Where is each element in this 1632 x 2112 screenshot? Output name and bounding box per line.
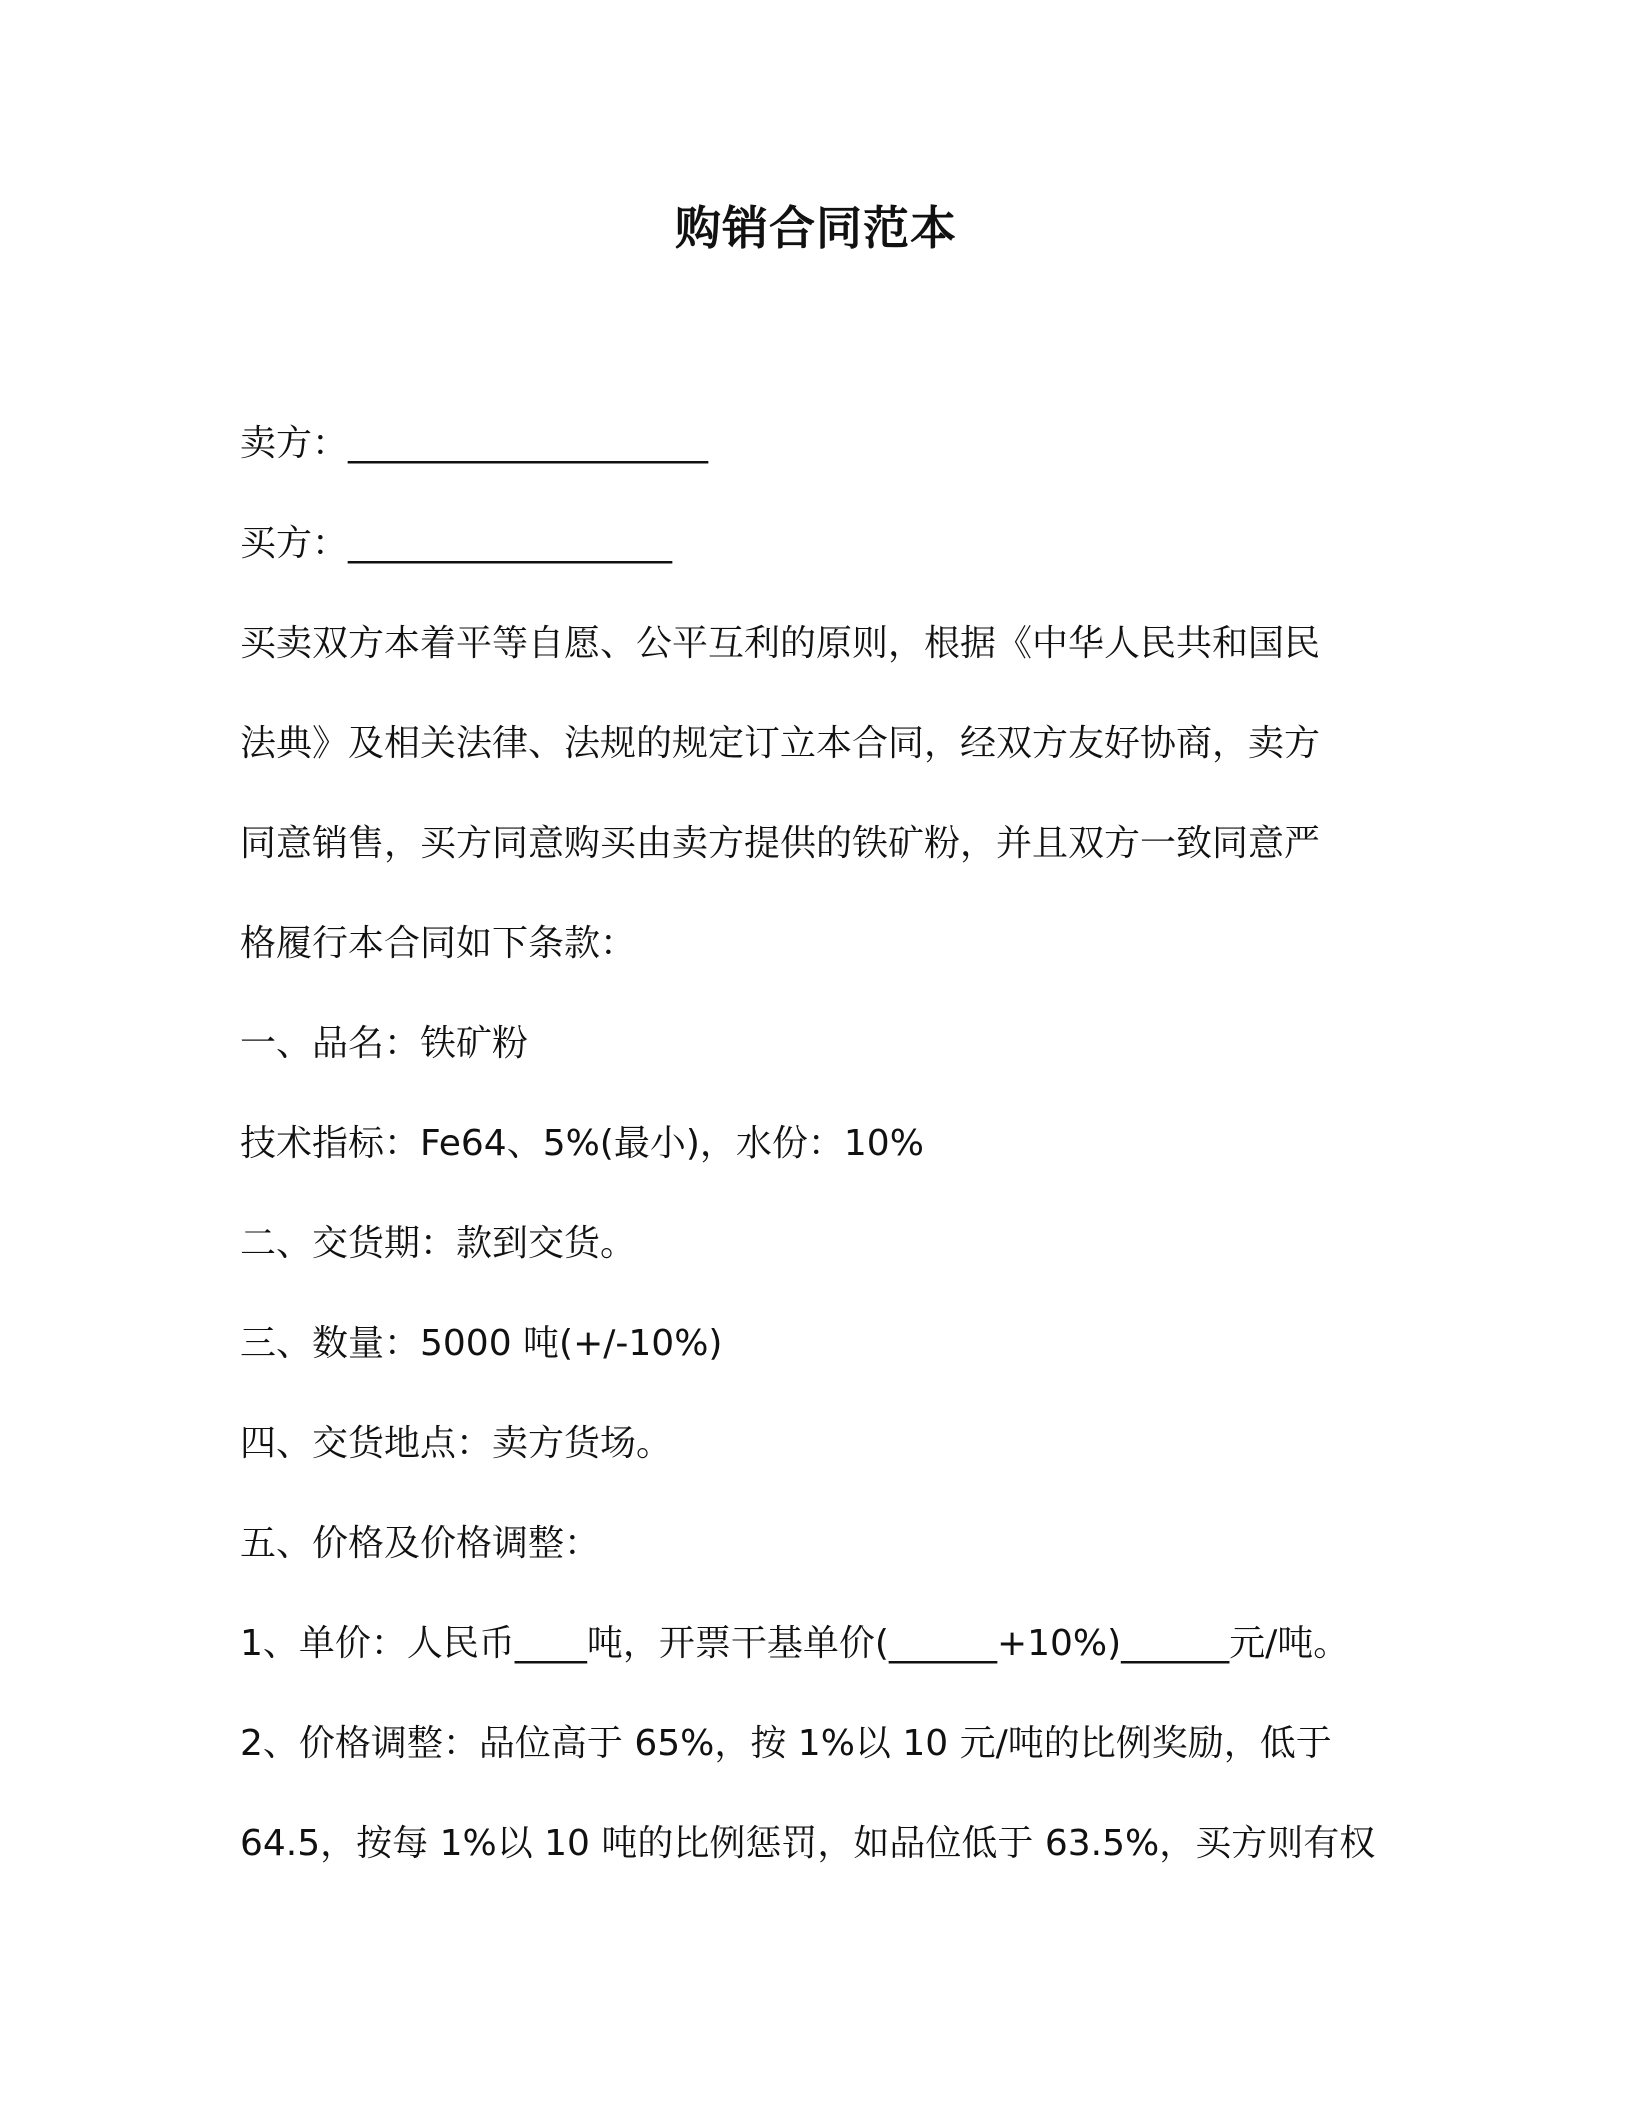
preamble-line-2: 法典》及相关法律、法规的规定订立本合同，经双方友好协商，卖方 [240,723,1321,764]
seller-line: 卖方：____________________ [240,423,709,464]
preamble-line-3: 同意销售，买方同意购买由卖方提供的铁矿粉，并且双方一致同意严 [240,823,1321,864]
preamble-line-4: 格履行本合同如下条款： [240,923,637,964]
clause-price-heading: 五、价格及价格调整： [240,1523,601,1564]
preamble-line-1: 买卖双方本着平等自愿、公平互利的原则，根据《中华人民共和国民 [240,623,1321,664]
clause-delivery-period: 二、交货期：款到交货。 [240,1223,637,1264]
clause-delivery-place: 四、交货地点：卖方货场。 [240,1423,673,1464]
clause-technical-spec: 技术指标：Fe64、5%(最小)，水份：10% [240,1123,924,1164]
clause-price-adjustment-2: 64.5，按每 1%以 10 吨的比例惩罚，如品位低于 63.5%，买方则有权 [240,1823,1376,1864]
document-title: 购销合同范本 [675,201,957,255]
clause-unit-price: 1、单价：人民币____吨，开票干基单价(______+10%)______元/吨。 [240,1623,1350,1664]
clause-product-name: 一、品名：铁矿粉 [240,1023,529,1064]
clause-price-adjustment-1: 2、价格调整：品位高于 65%，按 1%以 10 元/吨的比例奖励，低于 [240,1723,1332,1764]
buyer-line: 买方：__________________ [240,523,673,564]
clause-quantity: 三、数量：5000 吨(+/-10%) [240,1323,723,1364]
